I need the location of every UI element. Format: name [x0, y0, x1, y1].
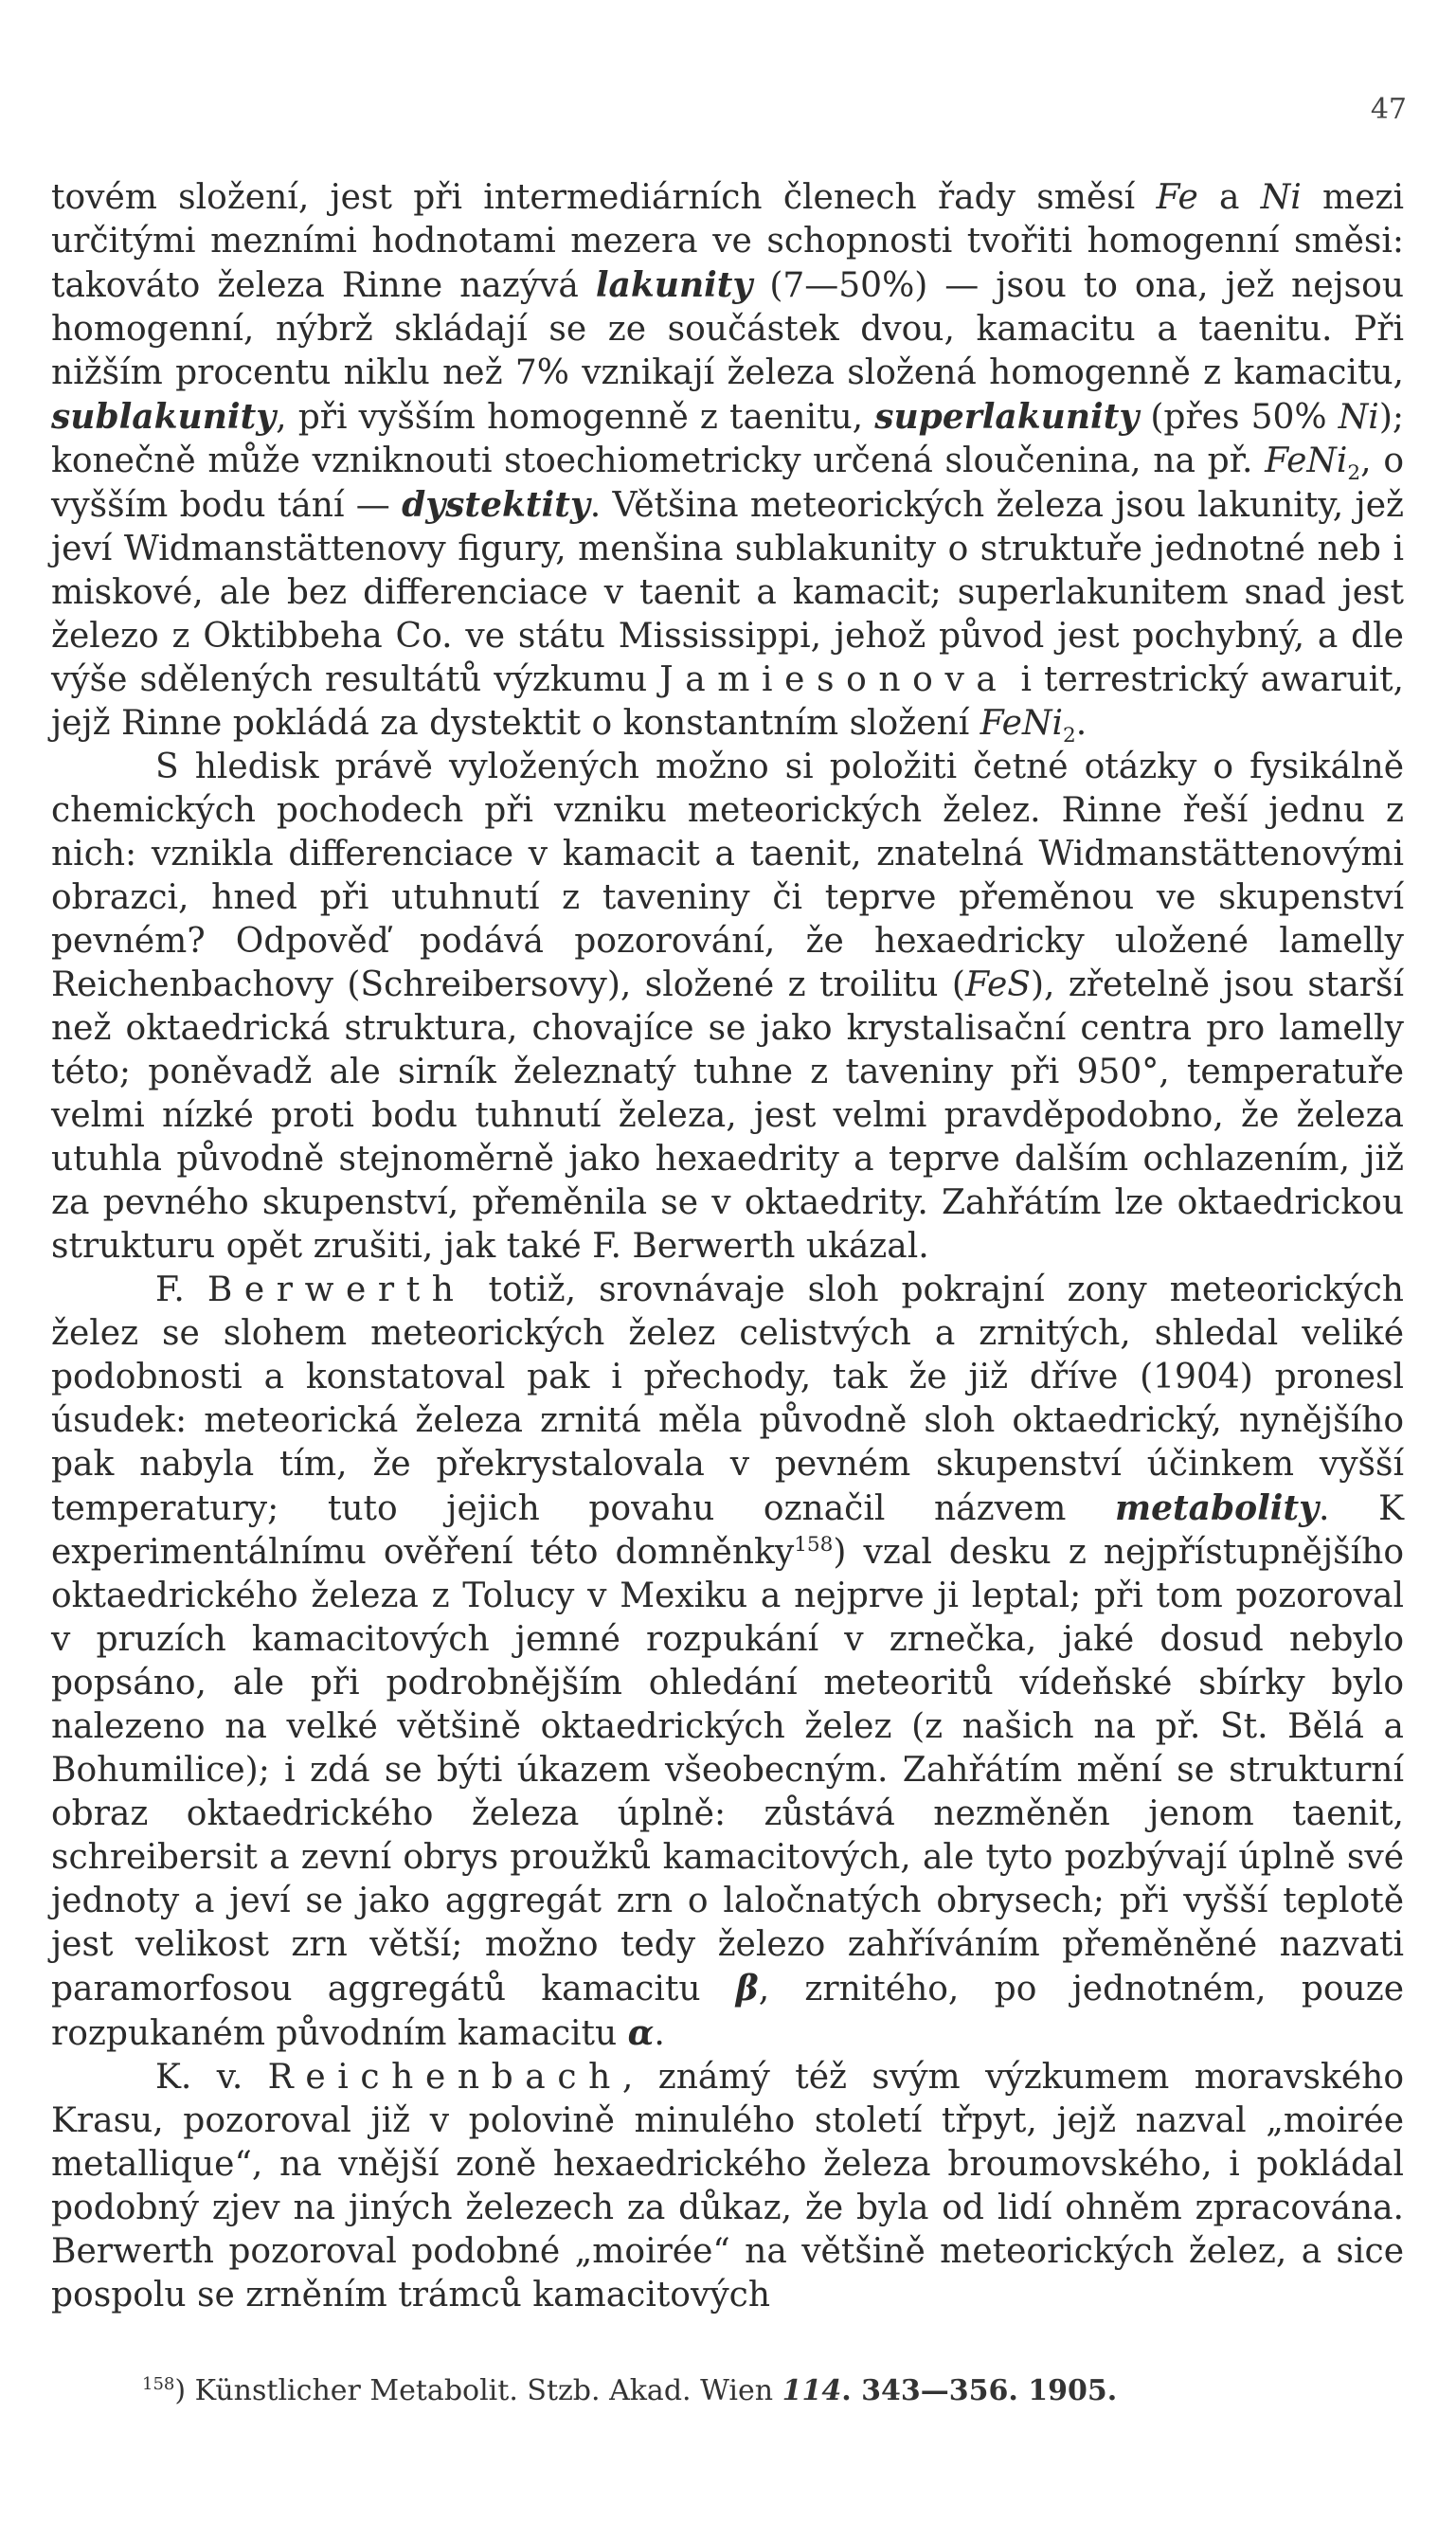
text-segment: .	[1075, 704, 1088, 743]
text-segment: , o vyšším bodu tání —	[51, 441, 1404, 525]
text-segment: Ni	[1338, 398, 1379, 437]
text-segment: K. v.	[155, 2058, 268, 2097]
text-segment: Reichenbach	[267, 2058, 622, 2097]
text-segment: metabolity	[1115, 1488, 1320, 1528]
footnote: $^{158}$) Künstlicher Metabolit. Stzb. Akad. Wien 114. 343—356. 1905.	[142, 2374, 1118, 2407]
text-segment: FeNi	[1265, 441, 1348, 480]
text-segment: superlakunity	[874, 397, 1140, 437]
text-segment: dystektity	[402, 485, 590, 525]
paragraph-2	[51, 746, 1404, 1269]
text-segment: . K experimentálnímu ověření této domněnky	[51, 1489, 1404, 1572]
text-segment: Fe	[1156, 178, 1198, 217]
text-segment: . Většina meteorických železa jsou lakunity, jež jeví Widmanstättenovy figury, menšina sublakunity o struktuře jednotné neb i miskové, ale bez differenciace v taenit a kamacit; superlakunitem snad jest železo z Oktibbeha Co. ve státu Mississippi, jehož původ jest pochybný, a dle výše sdělených resultátů výzkumu	[51, 486, 1404, 699]
text-segment: F.	[155, 1270, 207, 1309]
text-segment: i terrestrický awaruit, jejž Rinne pokládá za dystektit o konstantním složení	[51, 660, 1405, 743]
text-segment: 158	[794, 1533, 834, 1557]
text-segment: a	[1197, 178, 1261, 217]
footnote-rest: . 343—356. 1905.	[841, 2374, 1118, 2407]
text-segment: 2	[1347, 461, 1361, 486]
text-segment: (7—50%) — jsou to ona, jež nejsou homogenní, nýbrž skládají se ze součástek dvou, kamacitu a taenitu. Při nižším procentu niklu než 7% vznikají železa složená homogenně z kamacitu,	[51, 266, 1404, 392]
text-segment: , známý též svým výzkumem moravského Krasu, pozoroval již v polovině minulého století třpyt, jejž nazval „moirée metallique“, na vnější zoně hexaedrického železa broumovského, i pokládal podobný zjev na jiných železech za důkaz, že byla od lidí ohněm zpracována. Berwerth pozoroval podobné „moirée“ na většině meteorických želez, a sice pospolu se zrněním trámců kamacitových	[51, 2058, 1404, 2315]
text-segment: , při vyšším homogenně z taenitu,	[276, 398, 875, 437]
footnote-marker: 158	[142, 2374, 175, 2394]
paragraph-1	[51, 176, 1404, 746]
text-segment: , zrnitého, po jednotném, pouze rozpukaném původním kamacitu	[51, 1970, 1405, 2053]
text-segment: FeNi	[980, 704, 1063, 743]
footnote-text: Künstlicher Metabolit. Stzb. Akad. Wien	[194, 2374, 782, 2407]
text-segment: lakunity	[595, 265, 753, 305]
text-segment: (přes 50%	[1139, 398, 1339, 437]
text-segment: Berwerth	[207, 1270, 466, 1309]
text-segment: ); konečně může vzniknouti stoechiometricky určená sloučenina, na př.	[51, 398, 1404, 480]
text-segment: .	[654, 2014, 665, 2053]
text-segment: β	[735, 1969, 759, 2009]
text-segment: mezi určitými mezními hodnotami mezera ve schopnosti tvořiti homogenní směsi: takováto železa Rinne nazývá	[51, 178, 1404, 305]
text-segment: Jamiesonova	[659, 660, 1009, 699]
body-text	[51, 176, 1404, 2317]
text-segment: totiž, srovnávaje sloh pokrajní zony meteorických želez se slohem meteorických želez celistvých a zrnitých, shledal veliké podobnosti a konstatoval pak i přechody, tak že již dříve (1904) pronesl úsudek: meteorická železa zrnitá měla původně sloh oktaedrický, nynějšího pak nabyla tím, že překrystalovala v pevném skupenství účinkem vyšší temperatury; tuto jejich povahu označil názvem	[51, 1270, 1404, 1528]
text-segment: 2	[1062, 724, 1076, 748]
text-segment: ), zřetelně jsou starší než oktaedrická struktura, chovajíce se jako krystalisační centra pro lamelly této; poněvadž ale sirník železnatý tuhne z taveniny při 950°, temperatuře velmi nízké proti bodu tuhnutí železa, jest velmi pravděpodobno, že železa utuhla původně stejnoměrně jako hexaedrity a teprve dalším ochlazením, již za pevného skupenství, přeměnila se v oktaedrity. Zahřátím lze oktaedrickou strukturu opět zrušiti, jak také F. Berwerth ukázal.	[51, 965, 1405, 1266]
paragraph-3	[51, 1269, 1404, 2056]
paragraph-4	[51, 2056, 1404, 2317]
text-segment: Ni	[1260, 178, 1302, 217]
text-segment: ) vzal desku z nejpřístupnějšího oktaedrického železa z Tolucy v Mexiku a nejprve ji leptal; při tom pozoroval v pruzích kamacitových jemné rozpukání v zrnečka, jaké dosud nebylo popsáno, ale při podrobnějším ohledání meteoritů vídeňské sbírky bylo nalezeno na velké většině oktaedrických želez (z našich na př. St. Bělá a Bohumilice); i zdá se býti úkazem všeobecným. Zahřátím mění se strukturní obraz oktaedrického železa úplně: zůstává nezměněn jenom taenit, schreibersit a zevní obrys proužků kamacitových, ale tyto pozbývají úplně své jednoty a jeví se jako aggregát zrn o laločnatých obrysech; při vyšší teplotě jest velikost zrn větší; možno tedy železo zahříváním přeměněné nazvati paramorfosou aggregátů kamacitu	[51, 1533, 1404, 2009]
footnote-volume: 114	[782, 2374, 842, 2407]
text-segment: sublakunity	[51, 397, 277, 437]
text-segment: tovém složení, jest při intermediárních členech řady směsí	[51, 178, 1157, 217]
text-segment: S hledisk právě vyložených možno si položiti četné otázky o fysikálně chemických pochodech při vzniku meteorických želez. Rinne řeší jednu z nich: vznikla differenciace v kamacit a taenit, znatelná Widmanstättenovými obrazci, hned při utuhnutí z taveniny či teprve přeměnou ve skupenství pevném? Odpověď podává pozorování, že hexaedricky uložené lamelly Reichenbachovy (Schreibersovy), složené z troilitu (	[51, 748, 1404, 1004]
text-segment: α	[627, 2013, 655, 2053]
page-number: 47	[1370, 93, 1407, 126]
text-segment: FeS	[964, 965, 1031, 1004]
